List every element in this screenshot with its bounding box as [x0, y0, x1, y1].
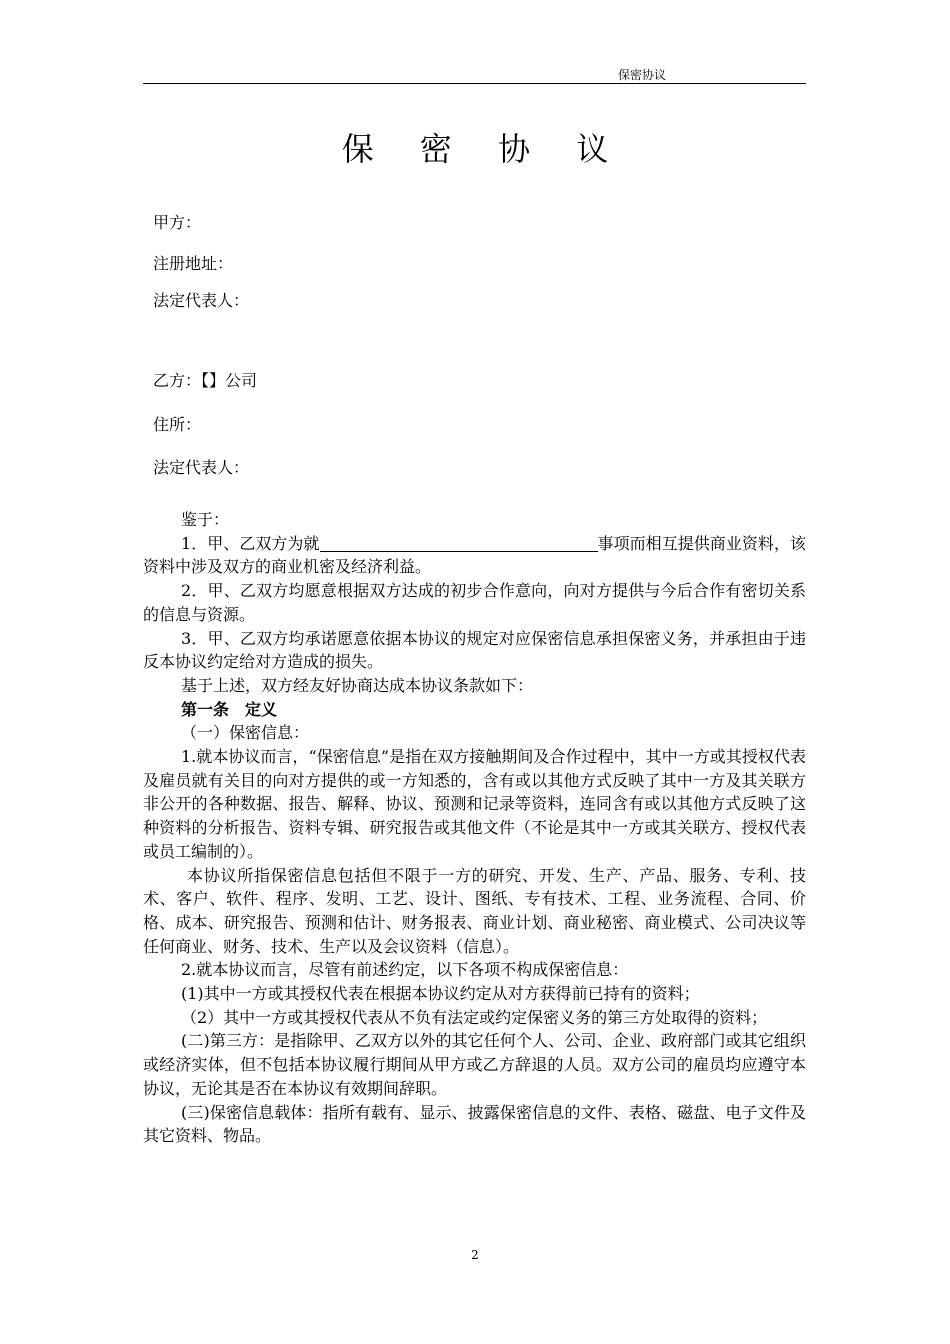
recital-item-1 [143, 532, 806, 579]
header-rule [143, 83, 806, 84]
article-1-para-3: 2.就本协议而言，尽管有前述约定，以下各项不构成保密信息： [181, 960, 629, 980]
blank-line [320, 533, 598, 552]
running-header: 保密协议 [618, 68, 667, 82]
party-b-address: 住所： [153, 415, 202, 434]
document-body [143, 508, 806, 1148]
party-a-address: 注册地址： [153, 254, 234, 273]
recital-1-pre: 1．甲、乙双方为就 [181, 533, 320, 553]
article-1-para-5: （2）其中一方或其授权代表从不负有法定或约定保密义务的第三方处取得的资料； [181, 1007, 768, 1027]
recital-1-post: 事项而相互提供商业资料，该资料中涉及双方的商业机密及经济利益。 [143, 533, 806, 577]
article-1-para-1: 1.就本协议而言，“保密信息”是指在双方接触期间及合作过程中，其中一方或其授权代表及雇员就有关目的向对方提供的或一方知悉的，含有或以其他方式反映了其中一方及其关联方非公开的各种数据、报告、解释、协议、预测和记录等资料，连同含有或以其他方式反映了这种资料的分析报告、资料专辑、研究报告或其他文件（不论是其中一方或其关联方、授权代表或员工编制的）。 [143, 747, 806, 861]
article-1-para-4: (1)其中一方或其授权代表在根据本协议约定从对方获得前已持有的资料； [181, 984, 700, 1004]
article-1-para-2: 本协议所指保密信息包括但不限于一方的研究、开发、生产、产品、服务、专利、技术、客户、软件、程序、发明、工艺、设计、图纸、专有技术、工程、业务流程、合同、价格、成本、研究报告、预测和估计、财务报表、商业计划、商业秘密、商业模式、公司决议等任何商业、财务、技术、生产以及会议资料（信息）。 [143, 865, 806, 956]
article-1-para-7: (三)保密信息载体：指所有载有、显示、披露保密信息的文件、表格、磁盘、电子文件及其它资料、物品。 [143, 1102, 806, 1146]
recitals-intro: 鉴于： [181, 510, 230, 529]
page-number: 2 [471, 1248, 479, 1262]
party-b-rep: 法定代表人： [153, 458, 250, 477]
party-a-rep: 法定代表人： [153, 291, 250, 310]
party-b-name: 乙方：【】公司 [153, 371, 258, 390]
recital-item-3: 3．甲、乙双方均承诺愿意依据本协议的规定对应保密信息承担保密义务，并承担由于违反本协议约定给对方造成的损失。 [143, 628, 806, 672]
party-a-name: 甲方： [153, 213, 202, 232]
recital-item-2: 2．甲、乙双方均愿意根据双方达成的初步合作意向，向对方提供与今后合作有密切关系的信息与资源。 [143, 581, 806, 624]
recitals-conclusion: 基于上述，双方经友好协商达成本协议条款如下： [181, 675, 534, 695]
document-title: 保 密 协 议 [341, 130, 627, 168]
article-1-para-6: (二)第三方：是指除甲、乙双方以外的其它任何个人、公司、企业、政府部门或其它组织或经济实体，但不包括本协议履行期间从甲方或乙方辞退的人员。双方公司的雇员均应遵守本协议，无论其是否在本协议有效期间辞职。 [143, 1031, 806, 1098]
article-1-heading: 第一条 定义 [181, 699, 278, 719]
article-1-sub1: （一）保密信息： [181, 723, 310, 743]
